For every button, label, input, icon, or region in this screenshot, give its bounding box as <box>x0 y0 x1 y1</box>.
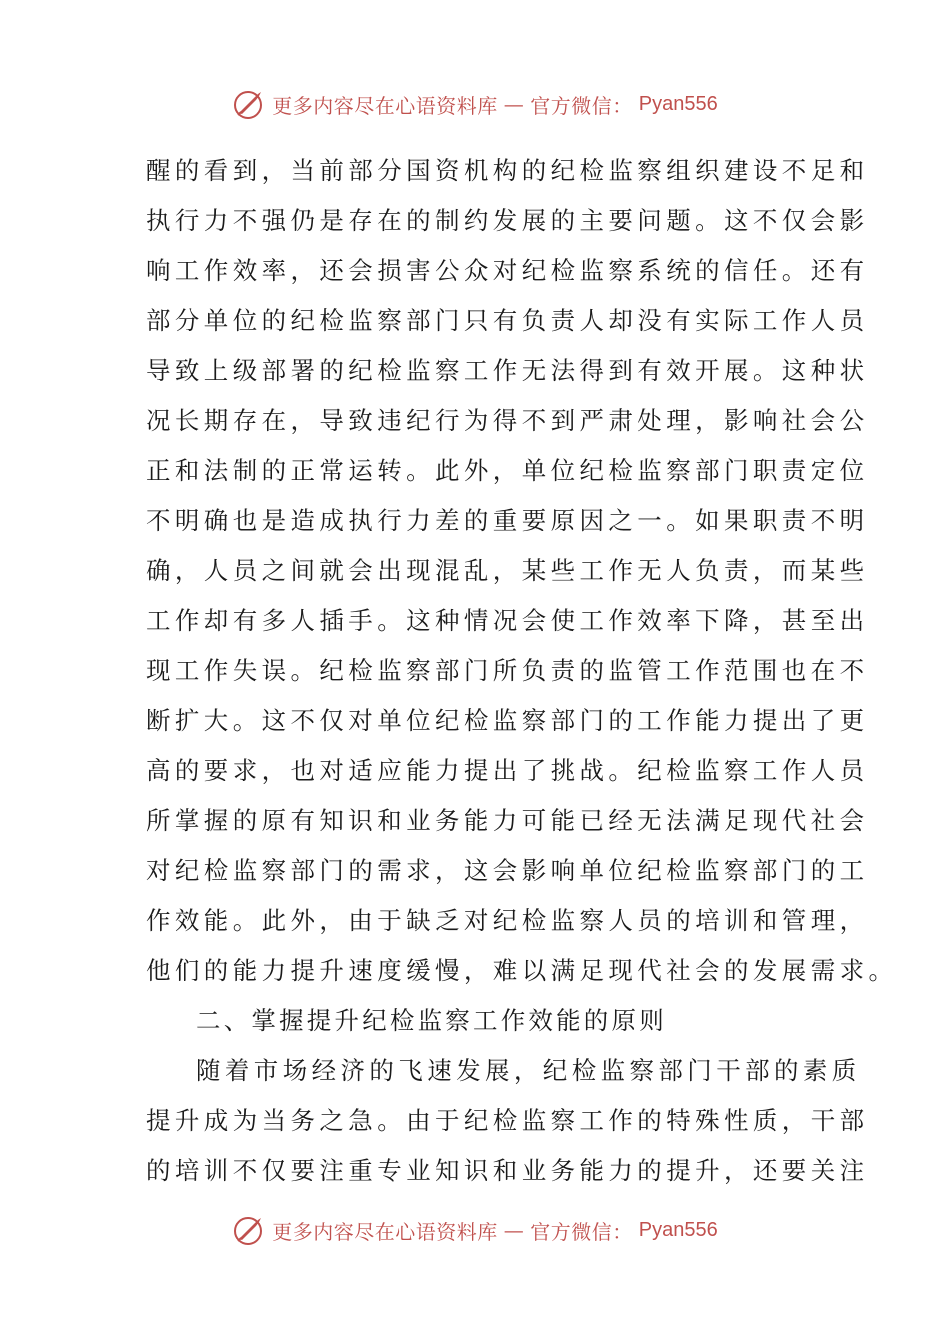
pen-logo-icon <box>232 1213 266 1247</box>
text-line: 所掌握的原有知识和业务能力可能已经无法满足现代社会 <box>146 806 869 835</box>
text-line: 响工作效率，还会损害公众对纪检监察系统的信任。还有 <box>146 256 869 285</box>
text-line: 导致上级部署的纪检监察工作无法得到有效开展。这种状 <box>146 356 869 385</box>
watermark-brand: 更多内容尽在心语资料库 <box>272 1219 498 1244</box>
text-line: 高的要求，也对适应能力提出了挑战。纪检监察工作人员 <box>146 756 869 785</box>
section-heading: 二、掌握提升纪检监察工作效能的原则 <box>196 1006 667 1035</box>
text-line: 对纪检监察部门的需求，这会影响单位纪检监察部门的工 <box>146 856 869 885</box>
watermark-contact-id: Pyan556 <box>638 1218 718 1241</box>
header-watermark <box>0 84 950 124</box>
watermark-contact-label: 官方微信： <box>530 93 633 118</box>
text-line: 随着市场经济的飞速发展，纪检监察部门干部的素质 <box>196 1056 861 1085</box>
text-line: 工作却有多人插手。这种情况会使工作效率下降，甚至出 <box>146 606 869 635</box>
text-line: 现工作失误。纪检监察部门所负责的监管工作范围也在不 <box>146 656 869 685</box>
watermark-dash: — <box>503 1218 525 1242</box>
text-line: 的培训不仅要注重专业知识和业务能力的提升，还要关注 <box>146 1156 869 1185</box>
text-line: 确，人员之间就会出现混乱，某些工作无人负责，而某些 <box>146 556 869 585</box>
text-line: 执行力不强仍是存在的制约发展的主要问题。这不仅会影 <box>146 206 869 235</box>
footer-watermark <box>0 1210 950 1250</box>
watermark-dash: — <box>503 92 525 116</box>
pen-logo-icon <box>232 87 266 121</box>
watermark-contact-id: Pyan556 <box>638 92 718 115</box>
watermark-contact-label: 官方微信： <box>530 1219 633 1244</box>
text-line: 醒的看到，当前部分国资机构的纪检监察组织建设不足和 <box>146 156 869 185</box>
text-line: 正和法制的正常运转。此外，单位纪检监察部门职责定位 <box>146 456 869 485</box>
watermark-brand: 更多内容尽在心语资料库 <box>272 93 498 118</box>
text-line: 作效能。此外，由于缺乏对纪检监察人员的培训和管理， <box>146 906 869 935</box>
text-line: 提升成为当务之急。由于纪检监察工作的特殊性质，干部 <box>146 1106 869 1135</box>
document-body <box>146 146 898 1196</box>
text-line: 他们的能力提升速度缓慢，难以满足现代社会的发展需求。 <box>146 956 898 985</box>
text-line: 不明确也是造成执行力差的重要原因之一。如果职责不明 <box>146 506 869 535</box>
text-line: 况长期存在，导致违纪行为得不到严肃处理，影响社会公 <box>146 406 869 435</box>
text-line: 断扩大。这不仅对单位纪检监察部门的工作能力提出了更 <box>146 706 869 735</box>
text-line: 部分单位的纪检监察部门只有负责人却没有实际工作人员 <box>146 306 869 335</box>
